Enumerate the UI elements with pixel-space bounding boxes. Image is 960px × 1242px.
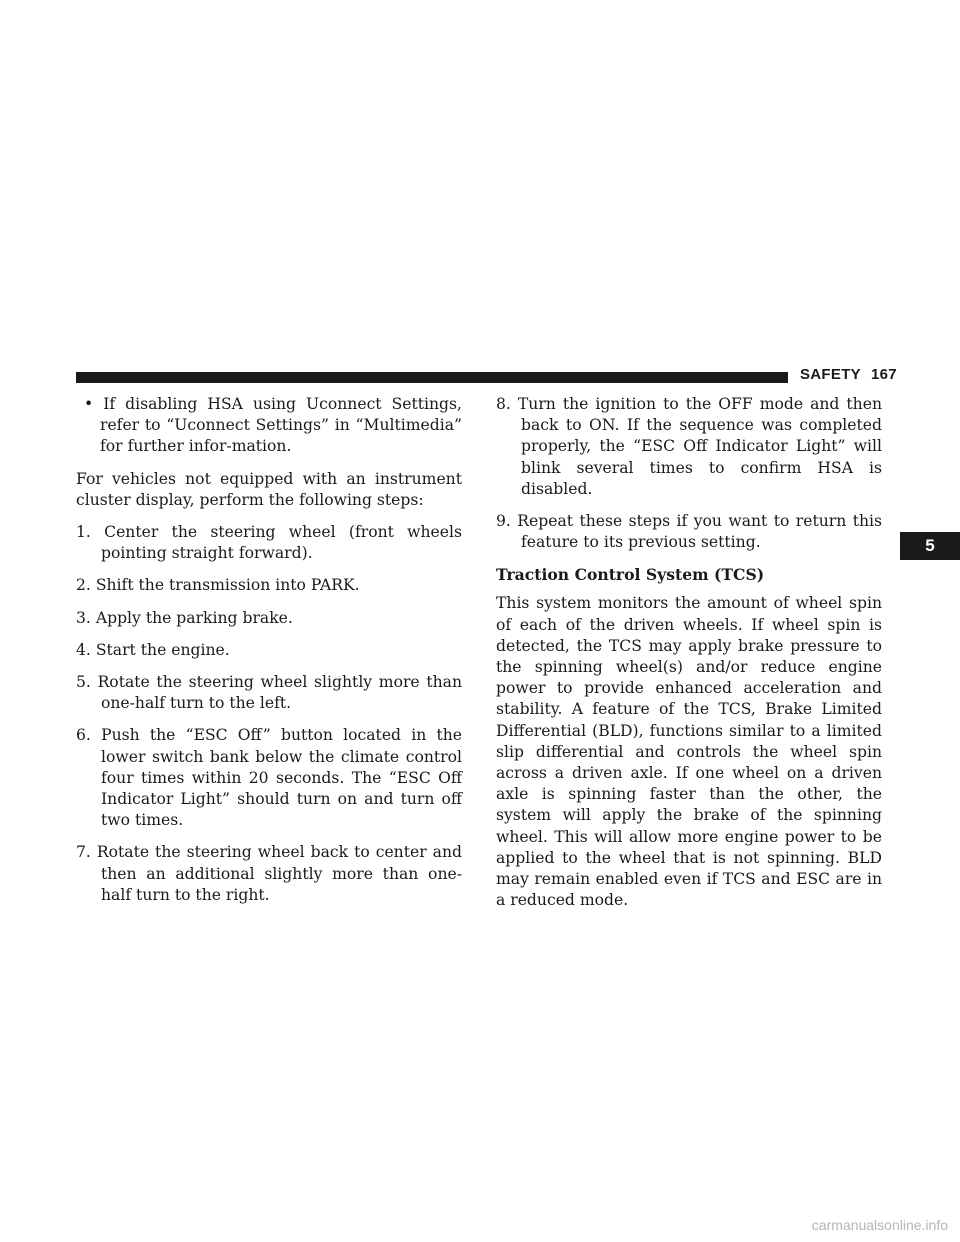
header-rule [76,372,788,383]
chapter-tab: 5 [900,532,960,560]
step-item: 8. Turn the ignition to the OFF mode and then back to ON. If the sequence was completed properly, the “ESC Off Indicator Light” will blink several times to confirm HSA is disabled. [496,395,882,498]
left-column [76,394,462,917]
page-number: 167 [870,366,897,383]
tcs-paragraph: This system monitors the amount of wheel spin of each of the driven wheels. If wheel spin is detected, the TCS may apply brake pressure to the spinning wheel(s) and/or reduce engine power to provide enhanced acceleration and stability. A feature of the TCS, Brake Limited Differential (BLD), functions similar to a limited slip differential and controls the wheel spin across a driven axle. If one wheel on a driven axle is spinning faster than the other, the system will apply the brake of the spinning wheel. This will allow more engine power to be applied to the wheel that is not spinning. BLD may remain enabled even if TCS and ESC are in a reduced mode. [496,594,882,910]
running-header [800,366,897,383]
intro-paragraph: For vehicles not equipped with an instrument cluster display, perform the following steps: [76,469,462,509]
section-title: SAFETY [800,366,861,383]
step-item: 2. Shift the transmission into PARK. [76,576,360,595]
right-column [496,394,882,922]
step-item: 6. Push the “ESC Off” button located in the lower switch bank below the climate control four times within 20 seconds. The “ESC Off Indicator Light” should turn on and turn off two times. [76,726,462,830]
step-item: 9. Repeat these steps if you want to return this feature to its previous setting. [496,512,882,552]
bullet-icon: • [84,395,104,413]
step-item: 4. Start the engine. [76,640,230,659]
section-heading: Traction Control System (TCS) [496,565,765,585]
step-item: 3. Apply the parking brake. [76,608,293,627]
step-item: 1. Center the steering wheel (front wheels pointing straight forward). [76,523,462,563]
bullet-text: If disabling HSA using Uconnect Settings, refer to “Uconnect Settings” in “Multimedia” for further infor-mation. [100,395,462,456]
step-item: 7. Rotate the steering wheel back to center and then an additional slightly more than one-half turn to the right. [76,843,462,904]
step-item: 5. Rotate the steering wheel slightly more than one-half turn to the left. [76,673,462,713]
watermark: carmanualsonline.info [811,1217,948,1233]
bullet-item [76,394,462,458]
